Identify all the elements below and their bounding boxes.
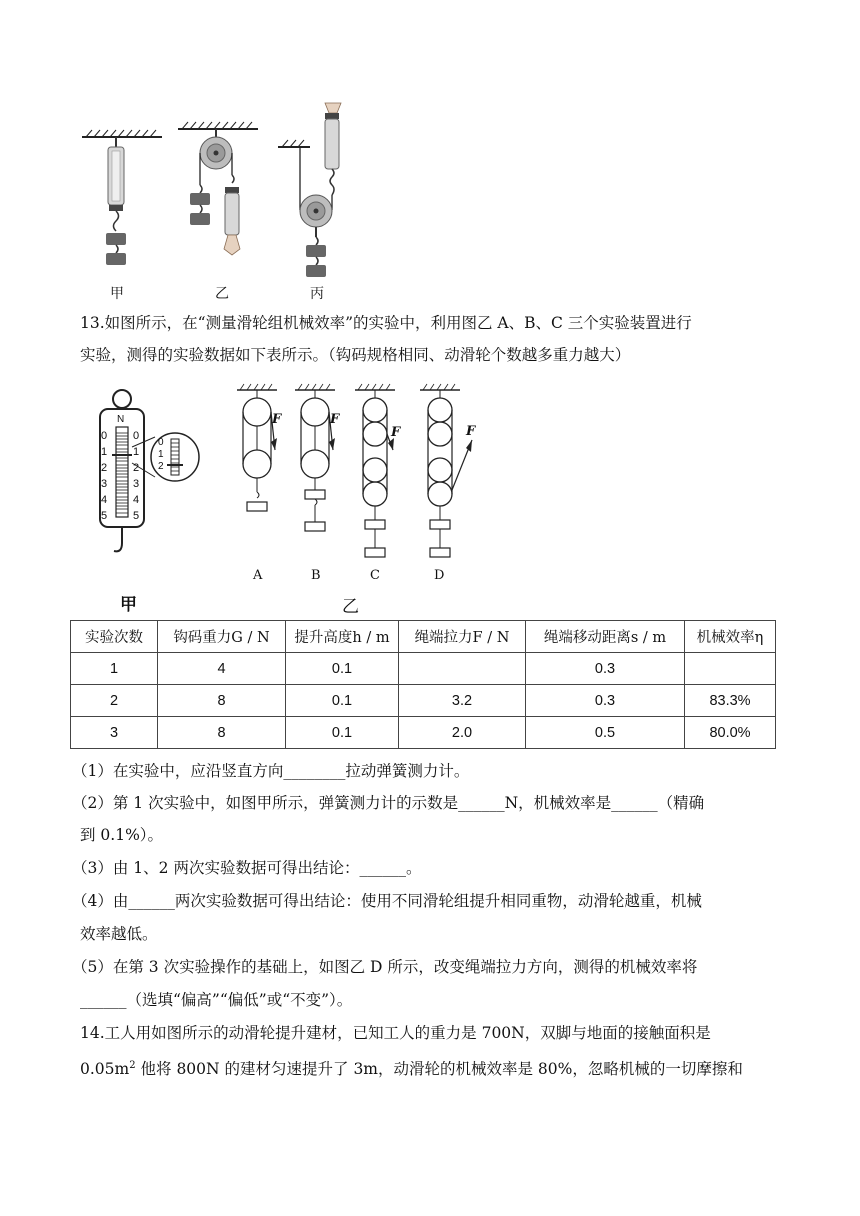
table-row bbox=[71, 653, 776, 685]
force-label-b: F bbox=[330, 412, 340, 427]
figure-bing-movable-pulley bbox=[278, 103, 341, 277]
table-cell: 83.3% bbox=[685, 685, 776, 717]
q13-sub4-line2: 效率越低。 bbox=[80, 925, 158, 943]
table-cell: 2 bbox=[71, 685, 158, 717]
top-pulley-figure bbox=[70, 95, 370, 305]
table-cell: 1 bbox=[71, 653, 158, 685]
q13-sub3: （3）由 1、2 两次实验数据可得出结论：______。 bbox=[72, 859, 422, 877]
figure-jia-spring-scale bbox=[82, 130, 162, 265]
table-cell: 0.1 bbox=[286, 685, 399, 717]
table-cell: 80.0% bbox=[685, 717, 776, 749]
table-cell bbox=[685, 653, 776, 685]
q13-scale-right-numbers: 0 1 2 3 4 5 bbox=[133, 430, 140, 522]
table-cell: 0.1 bbox=[286, 653, 399, 685]
q13-stem-line2: 实验，测得的实验数据如下表所示。（钩码规格相同、动滑轮个数越多重力越大） bbox=[80, 346, 631, 364]
setup-b bbox=[295, 384, 335, 531]
table-cell: 2.0 bbox=[399, 717, 526, 749]
q13-sub4-line1: （4）由______两次实验数据可得出结论：使用不同滑轮组提升相同重物，动滑轮越重，机械 bbox=[72, 892, 702, 910]
setup-d bbox=[420, 384, 472, 557]
q13-sub5-line2: ______（选填“偏高”“偏低”或“不变”）。 bbox=[80, 991, 353, 1009]
table-row bbox=[71, 685, 776, 717]
table-header-row bbox=[71, 621, 776, 653]
q13-stem-line1: 13.如图所示，在“测量滑轮组机械效率”的实验中，利用图乙 A、B、C 三个实验装置进行 bbox=[80, 314, 692, 332]
q14-area-exponent: 2 bbox=[129, 1060, 136, 1071]
table-cell: 4 bbox=[158, 653, 286, 685]
header-cell: 机械效率η bbox=[685, 621, 776, 653]
q13-sub5-line1: （5）在第 3 次实验操作的基础上，如图乙 D 所示，改变绳端拉力方向，测得的机械效率将 bbox=[72, 958, 698, 976]
q13-figure-yi-pulley-blocks bbox=[232, 380, 482, 570]
figure-yi-fixed-pulley bbox=[178, 122, 258, 255]
table-cell: 3 bbox=[71, 717, 158, 749]
header-cell: 绳端移动距离s / m bbox=[526, 621, 685, 653]
setup-label-b: B bbox=[311, 568, 321, 583]
figure-label-yi: 乙 bbox=[215, 286, 229, 302]
force-label-c: F bbox=[391, 425, 401, 440]
setup-label-d: D bbox=[434, 568, 445, 583]
q13-sub1: （1）在实验中，应沿竖直方向________拉动弹簧测力计。 bbox=[72, 762, 470, 780]
table-cell: 3.2 bbox=[399, 685, 526, 717]
figure-label-bing: 丙 bbox=[310, 286, 324, 302]
setup-c bbox=[355, 384, 395, 557]
q13-sub2-line2: 到 0.1%）。 bbox=[80, 826, 164, 844]
table-cell: 8 bbox=[158, 685, 286, 717]
header-cell: 实验次数 bbox=[71, 621, 158, 653]
q14-stem-line2-rest: 他将 800N 的建材匀速提升了 3m，动滑轮的机械效率是 80%，忽略机械的一切摩擦和 bbox=[135, 1060, 743, 1079]
q13-figure-jia-spring-scale bbox=[95, 385, 215, 560]
table-cell: 0.5 bbox=[526, 717, 685, 749]
setup-a bbox=[237, 384, 277, 511]
q14-area-value: 0.05m bbox=[80, 1060, 130, 1079]
force-label-d: F bbox=[466, 424, 476, 439]
q13-scale-unit: N bbox=[117, 414, 125, 425]
q13-zoom-numbers: 0 1 2 bbox=[158, 437, 164, 472]
table-cell: 8 bbox=[158, 717, 286, 749]
q13-figure-label-jia: 甲 bbox=[120, 595, 137, 615]
q13-figure-label-yi: 乙 bbox=[342, 597, 359, 617]
q13-data-table bbox=[70, 620, 776, 749]
q13-sub2-line1: （2）第 1 次实验中，如图甲所示，弹簧测力计的示数是______N，机械效率是______（精确 bbox=[72, 794, 705, 812]
table-row bbox=[71, 717, 776, 749]
header-cell: 提升高度h / m bbox=[286, 621, 399, 653]
table-cell: 0.3 bbox=[526, 653, 685, 685]
table-cell: 0.3 bbox=[526, 685, 685, 717]
setup-label-c: C bbox=[370, 568, 380, 583]
q14-stem-line2 bbox=[80, 1055, 743, 1080]
header-cell: 钩码重力G / N bbox=[158, 621, 286, 653]
table-cell bbox=[399, 653, 526, 685]
q14-stem-line1: 14.工人用如图所示的动滑轮提升建材，已知工人的重力是 700N，双脚与地面的接触面积是 bbox=[80, 1024, 711, 1042]
table-cell: 0.1 bbox=[286, 717, 399, 749]
figure-label-jia: 甲 bbox=[110, 286, 124, 302]
q13-scale-left-numbers: 0 1 2 3 4 5 bbox=[101, 430, 108, 522]
setup-label-a: A bbox=[253, 568, 263, 583]
force-label-a: F bbox=[272, 412, 282, 427]
header-cell: 绳端拉力F / N bbox=[399, 621, 526, 653]
